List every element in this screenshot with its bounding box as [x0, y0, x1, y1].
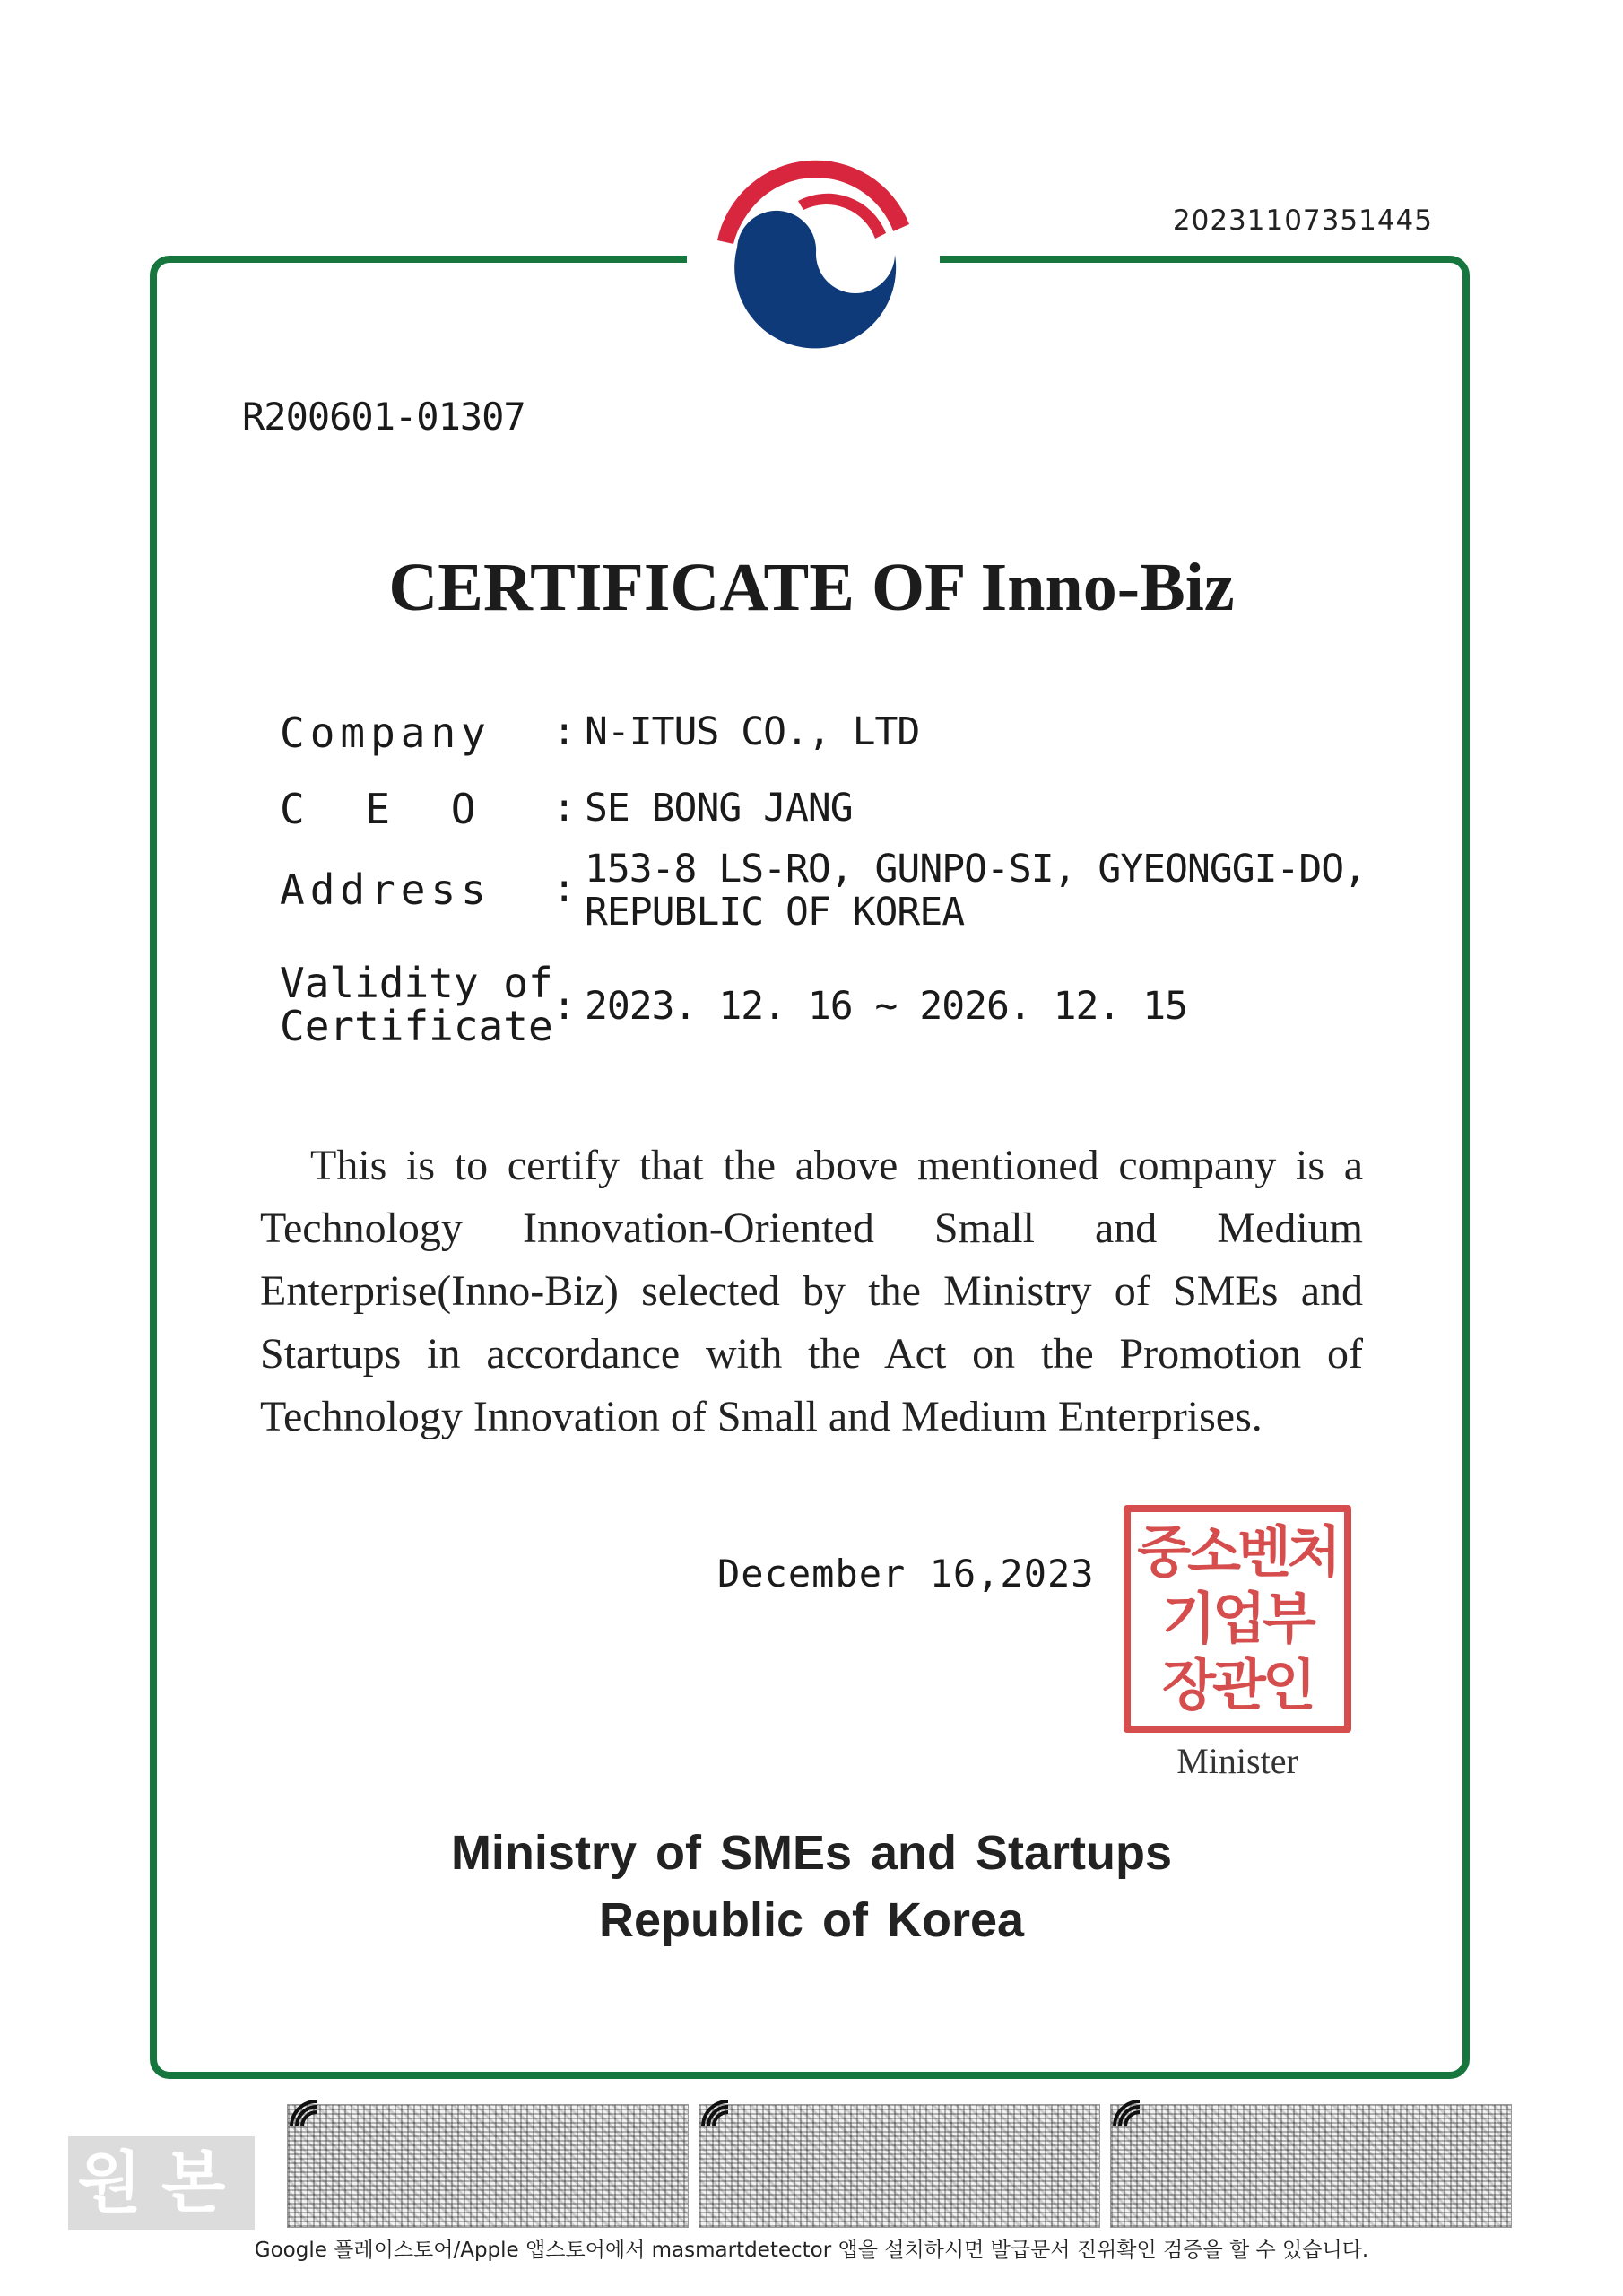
address-value-line1: 153-8 LS-RO, GUNPO-SI, GYEONGGI-DO,	[585, 847, 1367, 891]
validity-label-line1: Validity of	[280, 959, 553, 1007]
issuer-ministry: Ministry of SMEs and Startups	[450, 1826, 1173, 1880]
company-value: N-ITUS CO., LTD	[585, 709, 920, 754]
ceo-colon: :	[552, 785, 577, 831]
scan-mark-icon	[1109, 2096, 1145, 2132]
verification-note: Google 플레이스토어/Apple 앱스토어에서 masmartdetector 앱을 설치하시면 발급문서 진위확인 검증을 할 수 있습니다.	[254, 2239, 1369, 2262]
seal-caption: Minister	[1176, 1741, 1298, 1781]
original-stamp: 원본	[68, 2136, 255, 2230]
company-colon: :	[552, 709, 577, 754]
seal-line: 장관인	[1162, 1652, 1313, 1718]
validity-label-line2: Certificate	[280, 1002, 553, 1050]
minister-seal	[1124, 1505, 1351, 1733]
seal-line: 중소벤처	[1137, 1519, 1338, 1585]
scan-mark-icon	[698, 2096, 733, 2132]
certification-statement: This is to certify that the above mentioned company is a Technology Innovation-Oriented Small and Medium Enterprise(Inno-Biz) selected by the Ministry of SMEs and Startups in accordance with the Act on the Promotion of Technology Innovation of Small and Medium Enterprises.	[260, 1142, 1363, 1440]
address-label: Address	[280, 865, 491, 914]
seal-line: 기업부	[1162, 1586, 1313, 1651]
verification-code-2	[699, 2104, 1100, 2228]
validity-colon: :	[552, 983, 577, 1029]
ceo-label: C E O	[280, 785, 476, 833]
issue-date: December 16,2023	[717, 1552, 1095, 1596]
validity-value: 2023. 12. 16 ~ 2026. 12. 15	[585, 984, 1187, 1029]
issuer-country: Republic of Korea	[598, 1893, 1025, 1947]
taegeuk-emblem-icon	[708, 152, 924, 368]
scan-mark-icon	[286, 2096, 322, 2132]
company-label: Company	[280, 709, 491, 757]
certificate-title: CERTIFICATE OF Inno-Biz	[388, 550, 1235, 625]
verification-code-1	[287, 2104, 689, 2228]
registration-number: R200601-01307	[242, 395, 525, 439]
document-number: 20231107351445	[1172, 204, 1433, 237]
ceo-value: SE BONG JANG	[585, 786, 853, 831]
verification-code-3	[1110, 2104, 1512, 2228]
address-value-line2: REPUBLIC OF KOREA	[585, 890, 965, 935]
address-colon: :	[552, 865, 577, 911]
